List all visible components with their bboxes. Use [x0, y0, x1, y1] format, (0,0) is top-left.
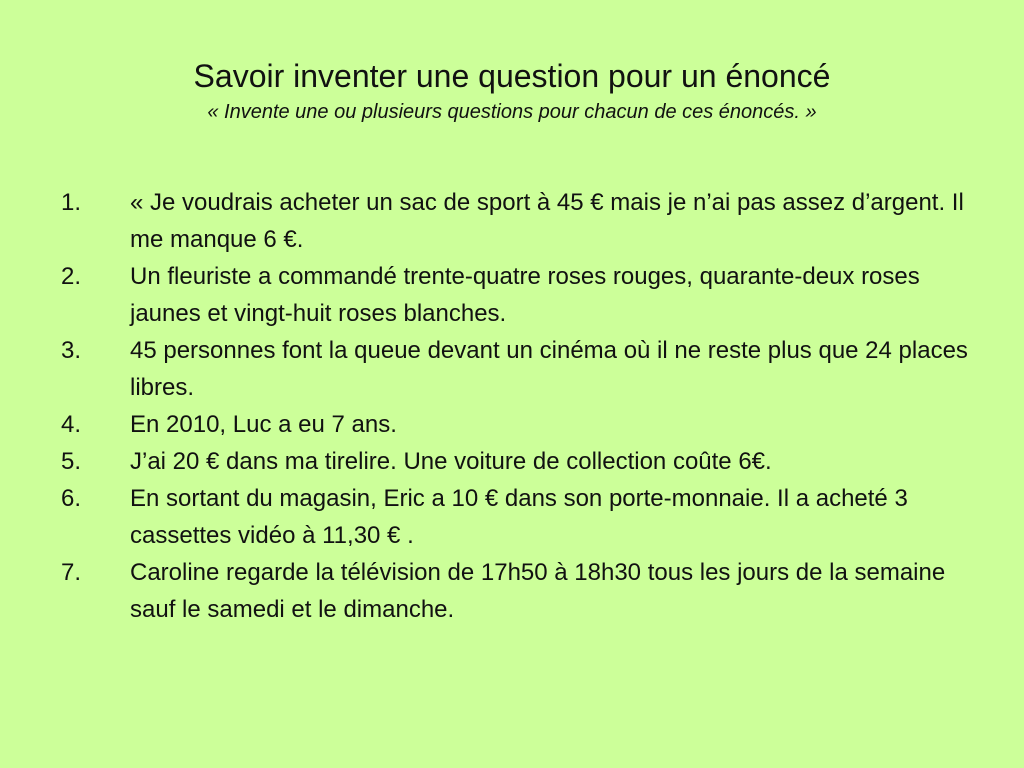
title-block [0, 56, 1024, 126]
problem-text-3: 45 personnes font la queue devant un cinéma où il ne reste plus que 24 places libres. [130, 337, 968, 401]
problem-text-2: Un fleuriste a commandé trente-quatre roses rouges, quarante-deux roses jaunes et vingt-huit roses blanches. [130, 263, 920, 327]
problem-number-7: 7. [61, 559, 82, 586]
problem-text-7: Caroline regarde la télévision de 17h50 à 18h30 tous les jours de la semaine sauf le samedi et le dimanche. [130, 559, 946, 623]
problem-number-3: 3. [61, 337, 82, 364]
problem-item-3 [56, 332, 976, 406]
problem-text-1: « Je voudrais acheter un sac de sport à 45 € mais je n’ai pas assez d’argent. Il me manque 6 €. [130, 189, 964, 253]
problem-text-5: J’ai 20 € dans ma tirelire. Une voiture de collection coûte 6€. [130, 448, 772, 475]
problem-item-2 [56, 258, 976, 332]
slide-title: Savoir inventer une question pour un énoncé [193, 58, 831, 94]
problem-number-6: 6. [61, 485, 82, 512]
problem-text-6: En sortant du magasin, Eric a 10 € dans son porte-monnaie. Il a acheté 3 cassettes vidéo à 11,30 € . [130, 485, 908, 549]
problem-item-1 [56, 184, 976, 258]
problem-list [56, 184, 976, 628]
problem-number-2: 2. [61, 263, 82, 290]
problem-text-4: En 2010, Luc a eu 7 ans. [130, 411, 397, 438]
problem-number-5: 5. [61, 448, 82, 475]
problem-number-1: 1. [61, 189, 82, 216]
slide-subtitle: « Invente une ou plusieurs questions pour chacun de ces énoncés. » [207, 101, 817, 123]
problem-item-6 [56, 480, 976, 554]
problem-item-5 [56, 443, 976, 480]
problem-item-4 [56, 406, 976, 443]
problem-item-7 [56, 554, 976, 628]
problem-number-4: 4. [61, 411, 82, 438]
